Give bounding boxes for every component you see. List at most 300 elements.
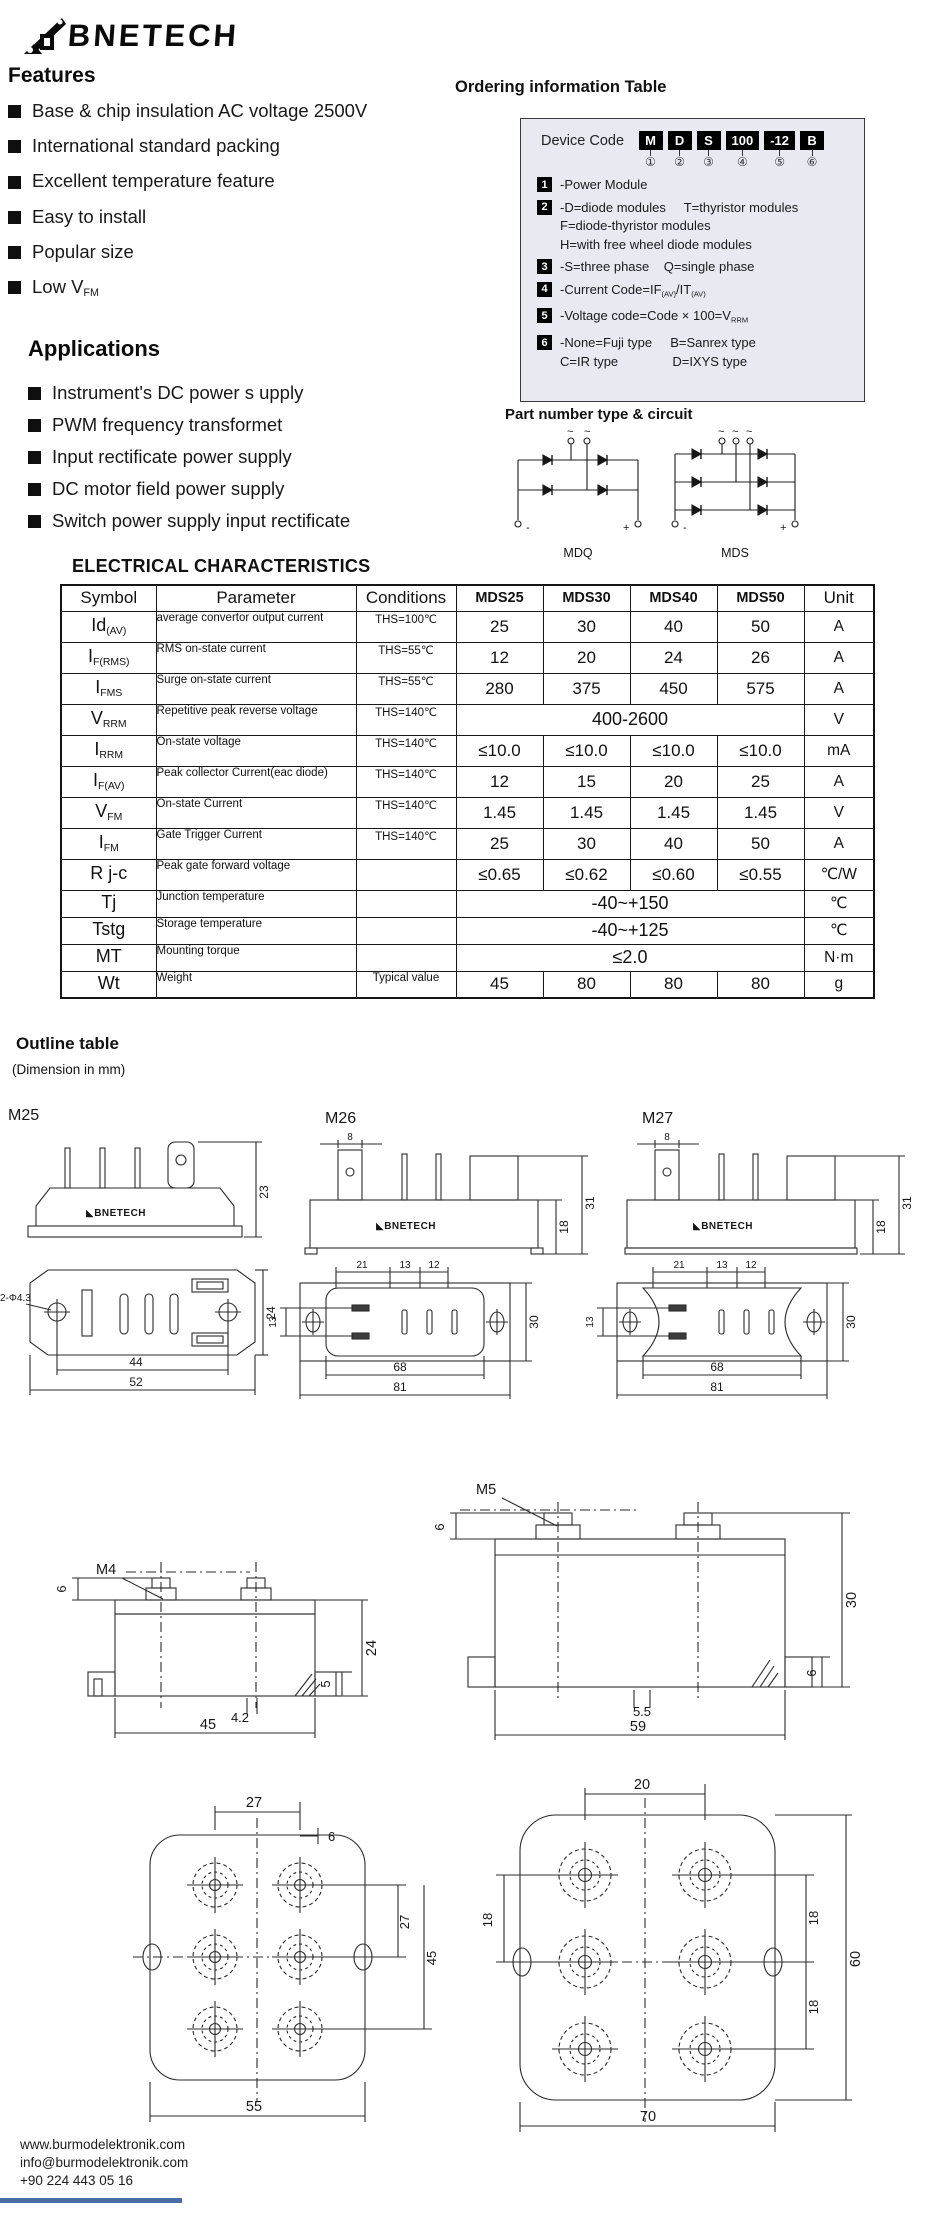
footer-accent-bar xyxy=(0,2198,182,2203)
value-cell: 80 xyxy=(543,971,630,998)
unit-cell: V xyxy=(804,704,874,735)
conditions-cell: THS=55℃ xyxy=(356,642,456,673)
unit-cell: A xyxy=(804,611,874,642)
outline-drawings-row1 xyxy=(0,1090,930,1452)
plus-terminal-label: + xyxy=(623,522,630,534)
footer-email: info@burmodelektronik.com xyxy=(20,2155,189,2170)
device-code-box: S xyxy=(697,131,721,150)
circuit-label-mdq: MDQ xyxy=(563,546,593,560)
parameter-cell: Mounting torque xyxy=(156,944,356,971)
application-item xyxy=(28,382,458,404)
value-cell: 30 xyxy=(543,611,630,642)
dim-label: 13 xyxy=(399,1260,411,1271)
dim-label: 30 xyxy=(527,1315,541,1329)
outline-drawings-row2 xyxy=(0,1452,930,1757)
symbol-base: Tstg xyxy=(92,919,126,940)
bullet-square-icon xyxy=(28,451,41,464)
header-mds30: MDS30 xyxy=(543,585,630,611)
parameter-cell: average convertor output current xyxy=(156,611,356,642)
device-code-unit xyxy=(668,131,692,168)
ordering-item xyxy=(537,199,864,255)
module-logo-text: ◣BNETECH xyxy=(693,1221,754,1232)
circuit-diagrams xyxy=(505,424,815,564)
feature-text xyxy=(32,100,367,123)
dim-label: 20 xyxy=(633,1777,651,1793)
circled-index: ③ xyxy=(703,155,714,169)
bullet-square-icon xyxy=(8,281,21,294)
value-cell: 24 xyxy=(630,642,717,673)
header-unit: Unit xyxy=(804,585,874,611)
device-code-unit xyxy=(800,131,824,168)
conditions-cell: THS=140℃ xyxy=(356,766,456,797)
value-cell: ≤10.0 xyxy=(630,735,717,766)
symbol-cell xyxy=(61,797,156,828)
ordering-line: F=diode-thyristor modules xyxy=(560,218,711,233)
drawing-label-m27: M27 xyxy=(642,1110,674,1127)
ac-mark: ~ xyxy=(718,426,725,438)
parameter-cell: Gate Trigger Current xyxy=(156,828,356,859)
bullet-square-icon xyxy=(28,515,41,528)
header-symbol: Symbol xyxy=(61,585,156,611)
application-item xyxy=(28,446,458,468)
symbol-base: I xyxy=(95,677,101,698)
value-cell: 450 xyxy=(630,673,717,704)
application-text: DC motor field power supply xyxy=(52,478,285,499)
circled-index: ① xyxy=(645,155,656,169)
dim-label: 68 xyxy=(393,1360,407,1374)
parameter-cell: Storage temperature xyxy=(156,917,356,944)
merged-value-cell: ≤2.0 xyxy=(456,944,804,971)
circuit-section-title: Part number type & circuit xyxy=(505,406,693,423)
symbol-base: MT xyxy=(95,946,122,967)
feature-text-main: Low V xyxy=(32,276,84,298)
symbol-sub: RRM xyxy=(102,719,127,731)
ordering-item xyxy=(537,334,864,371)
conditions-cell xyxy=(356,859,456,890)
symbol-cell xyxy=(61,971,156,998)
value-cell: ≤0.62 xyxy=(543,859,630,890)
unit-cell: A xyxy=(804,766,874,797)
bullet-square-icon xyxy=(8,105,21,118)
symbol-base: I xyxy=(87,646,93,667)
parameter-cell: Surge on-state current xyxy=(156,673,356,704)
m26-side-view-drawing xyxy=(305,1132,597,1254)
ordering-item-lines xyxy=(560,176,647,195)
parameter-cell: Peak gate forward voltage xyxy=(156,859,356,890)
table-row xyxy=(61,642,874,673)
dim-label: 8 xyxy=(664,1132,670,1143)
value-cell: 12 xyxy=(456,642,543,673)
table-row xyxy=(61,735,874,766)
feature-item xyxy=(8,241,448,264)
ac-mark: ~ xyxy=(567,426,574,438)
dim-label: 44 xyxy=(129,1355,143,1369)
symbol-cell xyxy=(61,890,156,917)
ordering-line-sub: (AV) xyxy=(661,288,677,298)
ordering-item-lines xyxy=(560,307,748,330)
circuit-diagram-mdq xyxy=(515,426,641,560)
value-cell: 280 xyxy=(456,673,543,704)
dim-label: 6 xyxy=(804,1669,819,1677)
symbol-base: Id xyxy=(91,615,107,636)
module-logo-text: ◣BNETECH xyxy=(86,1208,147,1219)
table-row xyxy=(61,704,874,735)
conditions-cell xyxy=(356,944,456,971)
device-code-row xyxy=(521,119,864,172)
unit-cell: A xyxy=(804,673,874,704)
dim-label: 13 xyxy=(716,1260,728,1271)
dim-label: 18 xyxy=(557,1220,571,1234)
feature-text-main: Popular size xyxy=(32,240,134,262)
table-row xyxy=(61,917,874,944)
value-cell: 80 xyxy=(717,971,804,998)
ordering-info-panel xyxy=(520,118,865,402)
table-row xyxy=(61,971,874,998)
value-cell: 20 xyxy=(630,766,717,797)
dim-label: 18 xyxy=(806,1999,821,2015)
value-cell: ≤10.0 xyxy=(456,735,543,766)
table-row xyxy=(61,944,874,971)
dim-label: 81 xyxy=(710,1380,724,1394)
symbol-cell xyxy=(61,704,156,735)
dim-label: 52 xyxy=(129,1375,143,1389)
dim-label: 21 xyxy=(356,1260,368,1271)
device-code-box: M xyxy=(639,131,663,150)
bullet-square-icon xyxy=(8,211,21,224)
symbol-sub: F(AV) xyxy=(98,781,125,793)
feature-text xyxy=(32,206,146,229)
value-cell: 40 xyxy=(630,611,717,642)
minus-terminal-label: - xyxy=(683,522,687,534)
conditions-cell xyxy=(356,890,456,917)
table-row xyxy=(61,611,874,642)
ordering-line-part: -Current Code=IF xyxy=(560,281,662,297)
ac-mark: ~ xyxy=(746,426,753,438)
drawing-label-m25: M25 xyxy=(8,1107,40,1124)
dim-label: 45 xyxy=(199,1717,217,1733)
symbol-base: Wt xyxy=(97,973,120,994)
feature-text-main: Easy to install xyxy=(32,205,147,227)
device-code-unit xyxy=(639,131,663,168)
ordering-line: -D=diode modules T=thyristor modules xyxy=(560,199,799,215)
ordering-item-lines xyxy=(560,334,756,371)
m25-side-view-drawing xyxy=(28,1142,271,1237)
symbol-cell xyxy=(61,944,156,971)
feature-text-main: International standard packing xyxy=(32,135,280,157)
dim-label: 12 xyxy=(428,1260,440,1271)
ordering-item xyxy=(537,281,864,304)
dim-label: 68 xyxy=(710,1360,724,1374)
dim-label: 18 xyxy=(874,1220,888,1234)
parameter-cell: Weight xyxy=(156,971,356,998)
dim-label: 12 xyxy=(745,1260,757,1271)
bullet-square-icon xyxy=(28,483,41,496)
dim-label: 60 xyxy=(848,1950,864,1968)
m5-stud-view-drawing xyxy=(432,1482,860,1740)
ordering-item xyxy=(537,258,864,277)
ordering-item-lines xyxy=(560,199,798,255)
value-cell: 20 xyxy=(543,642,630,673)
item-number-badge: 5 xyxy=(537,308,552,323)
ordering-item xyxy=(537,307,864,330)
plus-terminal-label: + xyxy=(780,522,787,534)
dim-label: 18 xyxy=(480,1912,495,1928)
parameter-cell: On-state Current xyxy=(156,797,356,828)
outline-title: Outline table xyxy=(16,1034,119,1053)
value-cell: 50 xyxy=(717,611,804,642)
application-item xyxy=(28,510,458,532)
circled-index: ⑥ xyxy=(806,155,818,169)
outline-subtitle: (Dimension in mm) xyxy=(12,1062,126,1077)
dim-label: 24 xyxy=(264,1306,278,1320)
dim-label: 6 xyxy=(328,1829,336,1844)
feature-text xyxy=(32,135,280,158)
symbol-base: Tj xyxy=(101,892,117,913)
ordering-line: -None=Fuji type B=Sanrex type xyxy=(560,335,756,350)
feature-item xyxy=(8,170,448,193)
ordering-line xyxy=(560,307,748,330)
value-cell: 40 xyxy=(630,828,717,859)
ordering-line xyxy=(560,281,706,304)
dim-label: 5 xyxy=(318,1680,333,1688)
conditions-cell: THS=140℃ xyxy=(356,704,456,735)
value-cell: ≤10.0 xyxy=(543,735,630,766)
m27-side-view-drawing xyxy=(625,1132,914,1254)
application-text: Switch power supply input rectificate xyxy=(52,510,351,531)
conditions-cell xyxy=(356,917,456,944)
brand-logo-mark-icon xyxy=(22,14,68,58)
feature-item xyxy=(8,276,448,299)
symbol-base: V xyxy=(90,708,103,729)
m4-stud-view-drawing xyxy=(54,1562,380,1738)
table-row xyxy=(61,797,874,828)
header-mds25: MDS25 xyxy=(456,585,543,611)
value-cell: 25 xyxy=(717,766,804,797)
circled-index: ② xyxy=(674,155,685,169)
module-logo-text: ◣BNETECH xyxy=(376,1221,437,1232)
feature-text xyxy=(32,276,99,299)
unit-cell: N·m xyxy=(804,944,874,971)
ordering-line-part: /IT xyxy=(676,281,692,297)
ordering-line-sub: (AV) xyxy=(691,288,706,298)
value-cell: 26 xyxy=(717,642,804,673)
merged-value-cell: -40~+150 xyxy=(456,890,804,917)
stud-label-m5: M5 xyxy=(476,1482,497,1498)
unit-cell: A xyxy=(804,642,874,673)
outline-drawings-row3 xyxy=(0,1760,930,2138)
application-text: Input rectificate power supply xyxy=(52,446,292,467)
symbol-cell xyxy=(61,642,156,673)
ac-mark: ~ xyxy=(732,426,739,438)
symbol-base: I xyxy=(94,739,100,760)
table-row xyxy=(61,859,874,890)
value-cell: 12 xyxy=(456,766,543,797)
device-code-box: D xyxy=(668,131,692,150)
conditions-cell: THS=55℃ xyxy=(356,673,456,704)
ac-mark: ~ xyxy=(584,426,591,438)
merged-value-cell: -40~+125 xyxy=(456,917,804,944)
device-code-box: -12 xyxy=(764,131,795,150)
application-text: Instrument's DC power s upply xyxy=(52,382,304,403)
dim-label: 13 xyxy=(585,1316,596,1328)
table-header-row xyxy=(61,585,874,611)
m27-top-view-drawing xyxy=(585,1260,858,1399)
merged-value-cell: 400-2600 xyxy=(456,704,804,735)
parameter-cell: Repetitive peak reverse voltage xyxy=(156,704,356,735)
value-cell: 375 xyxy=(543,673,630,704)
ordering-line-sub: RRM xyxy=(730,315,749,325)
features-section xyxy=(8,64,448,311)
parameter-cell: RMS on-state current xyxy=(156,642,356,673)
dim-label: 21 xyxy=(673,1260,685,1271)
bullet-square-icon xyxy=(28,387,41,400)
symbol-cell xyxy=(61,828,156,859)
brand-logo xyxy=(22,14,239,58)
applications-section xyxy=(28,336,458,542)
symbol-base: I xyxy=(98,832,104,853)
header-mds50: MDS50 xyxy=(717,585,804,611)
value-cell: 1.45 xyxy=(456,797,543,828)
header-mds40: MDS40 xyxy=(630,585,717,611)
ordering-line-part: -Voltage code=Code × 100=V xyxy=(560,308,731,324)
value-cell: 80 xyxy=(630,971,717,998)
footer-contact-block xyxy=(20,2136,188,2190)
unit-cell: ℃/W xyxy=(804,859,874,890)
item-number-badge: 3 xyxy=(537,259,552,274)
ordering-line: C=IR type D=IXYS type xyxy=(560,353,748,369)
symbol-cell xyxy=(61,766,156,797)
dim-label: 31 xyxy=(900,1196,914,1210)
symbol-sub: FM xyxy=(103,843,119,855)
bullet-square-icon xyxy=(28,419,41,432)
symbol-cell xyxy=(61,611,156,642)
device-code-unit xyxy=(764,131,795,168)
table-row xyxy=(61,673,874,704)
item-number-badge: 1 xyxy=(537,177,552,192)
value-cell: 25 xyxy=(456,828,543,859)
ordering-item xyxy=(537,176,864,195)
electrical-title: ELECTRICAL CHARACTERISTICS xyxy=(72,556,371,576)
value-cell: ≤0.55 xyxy=(717,859,804,890)
feature-item xyxy=(8,100,448,123)
ordering-line: -Power Module xyxy=(560,177,648,192)
dim-label: 30 xyxy=(844,1591,860,1609)
dim-label: 31 xyxy=(583,1196,597,1210)
electrical-table xyxy=(60,584,875,999)
dim-label: 70 xyxy=(639,2109,657,2125)
table-row xyxy=(61,890,874,917)
conditions-cell: THS=140℃ xyxy=(356,735,456,766)
stud-label-m4: M4 xyxy=(96,1562,117,1578)
symbol-cell xyxy=(61,917,156,944)
value-cell: 1.45 xyxy=(543,797,630,828)
drawing-label-m26: M26 xyxy=(325,1110,357,1127)
bullet-square-icon xyxy=(8,140,21,153)
symbol-cell xyxy=(61,859,156,890)
feature-text-sub: FM xyxy=(83,287,99,300)
bullet-square-icon xyxy=(8,246,21,259)
dim-label: 2-Φ4.3 xyxy=(0,1293,31,1304)
dim-label: 6 xyxy=(54,1585,69,1593)
application-item xyxy=(28,478,458,500)
unit-cell: V xyxy=(804,797,874,828)
feature-item xyxy=(8,206,448,229)
parameter-cell: Peak collector Current(eac diode) xyxy=(156,766,356,797)
circled-index: ⑤ xyxy=(774,155,785,169)
value-cell: ≤0.65 xyxy=(456,859,543,890)
bullet-square-icon xyxy=(8,176,21,189)
circuit-diagram-mds xyxy=(672,426,798,560)
dim-label: 24 xyxy=(364,1639,380,1657)
m26-top-view-drawing xyxy=(268,1260,541,1399)
value-cell: 1.45 xyxy=(717,797,804,828)
dim-label: 55 xyxy=(245,2099,263,2115)
symbol-sub: FMS xyxy=(100,688,123,700)
symbol-sub: F(RMS) xyxy=(92,657,130,669)
ordering-line: H=with free wheel diode modules xyxy=(560,236,752,252)
dim-label: 4.2 xyxy=(230,1710,250,1725)
parameter-cell: On-state voltage xyxy=(156,735,356,766)
device-code-box: B xyxy=(800,131,824,150)
value-cell: 25 xyxy=(456,611,543,642)
applications-title: Applications xyxy=(28,336,161,361)
dim-label: 59 xyxy=(629,1719,647,1735)
dim-label: 30 xyxy=(844,1315,858,1329)
value-cell: 15 xyxy=(543,766,630,797)
circled-index: ④ xyxy=(736,155,748,169)
conditions-cell: THS=140℃ xyxy=(356,828,456,859)
value-cell: 575 xyxy=(717,673,804,704)
symbol-base: V xyxy=(95,801,108,822)
feature-item xyxy=(8,135,448,158)
footer-website: www.burmodelektronik.com xyxy=(20,2137,186,2152)
conditions-cell: THS=100℃ xyxy=(356,611,456,642)
feature-text-main: Excellent temperature feature xyxy=(32,170,275,192)
dim-label: 18 xyxy=(806,1910,821,1926)
symbol-sub: FM xyxy=(107,812,123,824)
ordering-line: -S=three phase Q=single phase xyxy=(560,259,755,274)
value-cell: 45 xyxy=(456,971,543,998)
circuit-label-mds: MDS xyxy=(721,546,749,560)
value-cell: ≤10.0 xyxy=(717,735,804,766)
table-row xyxy=(61,828,874,859)
parameter-cell: Junction temperature xyxy=(156,890,356,917)
ordering-title: Ordering information Table xyxy=(455,78,667,96)
features-title: Features xyxy=(8,64,96,87)
item-number-badge: 2 xyxy=(537,200,552,215)
ordering-item-lines xyxy=(560,258,754,277)
dim-label: 5.5 xyxy=(632,1704,652,1719)
feature-text xyxy=(32,170,275,193)
hole-pattern-right-drawing xyxy=(480,1777,864,2132)
unit-cell: ℃ xyxy=(804,890,874,917)
m25-top-view-drawing xyxy=(0,1270,278,1395)
application-text: PWM frequency transformet xyxy=(52,414,283,435)
hole-pattern-left-drawing xyxy=(133,1795,439,2122)
minus-terminal-label: - xyxy=(526,522,530,534)
value-cell: 50 xyxy=(717,828,804,859)
device-code-unit xyxy=(697,131,721,168)
conditions-cell: Typical value xyxy=(356,971,456,998)
feature-text-main: Base & chip insulation AC voltage 2500V xyxy=(32,100,368,121)
dim-label: 13 xyxy=(268,1316,279,1328)
dim-label: 27 xyxy=(245,1795,263,1811)
conditions-cell: THS=140℃ xyxy=(356,797,456,828)
value-cell: ≤0.60 xyxy=(630,859,717,890)
device-code-unit xyxy=(726,131,760,168)
device-code-label: Device Code xyxy=(541,133,625,149)
device-code-box: 100 xyxy=(726,131,760,150)
